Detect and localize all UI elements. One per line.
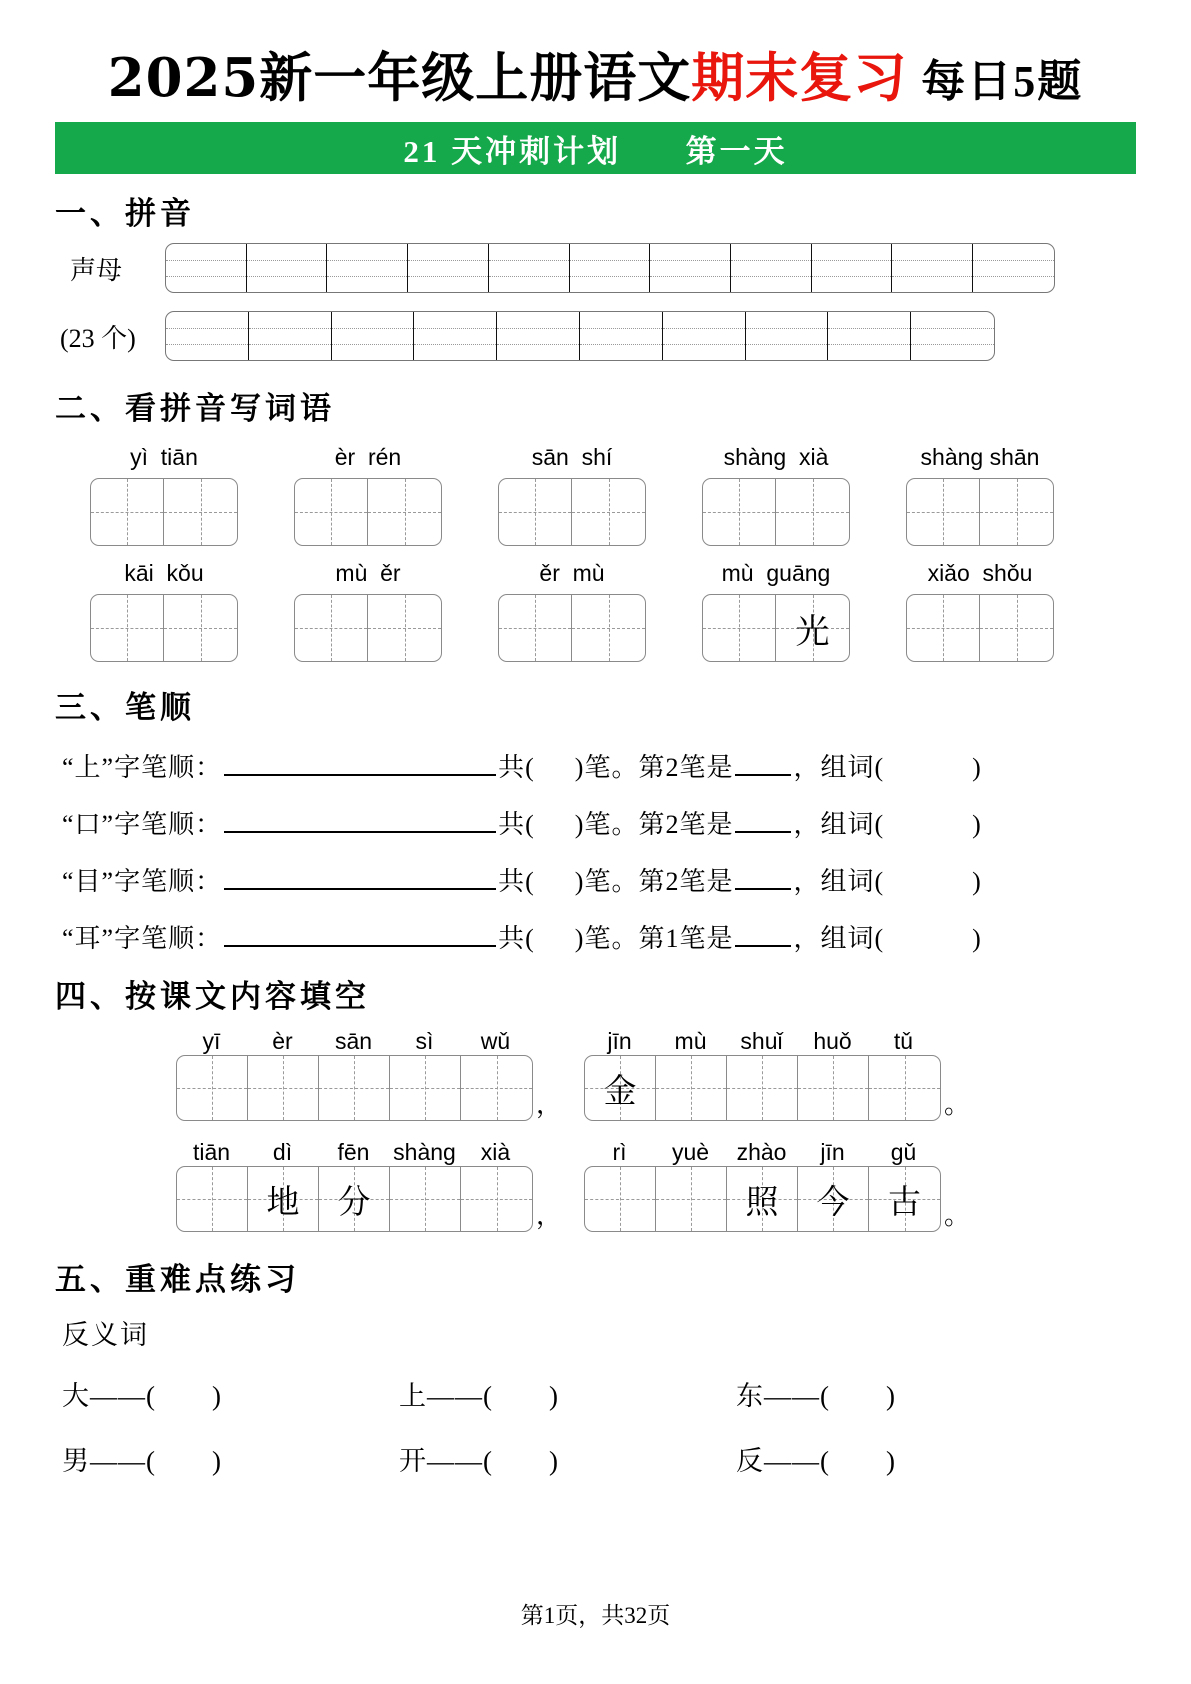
pinyin-cell[interactable] (249, 312, 332, 360)
stroke-order-char: “耳” (62, 924, 115, 953)
antonym-row-2 (0, 1439, 1191, 1478)
pinyin-cell[interactable] (580, 312, 663, 360)
character-cell[interactable] (585, 1056, 656, 1120)
character-cell[interactable] (572, 479, 645, 545)
pinyin-cell[interactable] (166, 312, 249, 360)
pinyin-cell[interactable] (166, 244, 247, 292)
character-cell[interactable] (703, 595, 776, 661)
antonym-close-paren: ) (886, 1381, 896, 1411)
word-box-wrap (878, 478, 1082, 546)
pinyin-label-shengmu: 声母 (70, 255, 123, 285)
antonym-item (62, 1374, 399, 1413)
stroke-order-char: “上” (62, 753, 115, 782)
character-cell-text: 地 (266, 1184, 300, 1221)
character-cell[interactable] (295, 595, 368, 661)
word-item (878, 560, 1082, 662)
character-cell[interactable] (980, 595, 1053, 661)
antonym-close-paren: ) (549, 1446, 559, 1476)
sentence-pinyin-label: gǔ (890, 1139, 917, 1165)
word-form-close: ) (972, 867, 982, 896)
stroke-order-prefix: 字笔顺： (114, 924, 223, 953)
antonym-item (736, 1439, 1073, 1478)
section-heading-write-words: 二、看拼音写词语 (55, 391, 335, 426)
section-heading-pinyin: 一、拼音 (55, 196, 195, 231)
word-pinyin-label: èr rén (334, 444, 402, 470)
word-box-wrap (266, 594, 470, 662)
character-cell[interactable] (776, 479, 849, 545)
sentence-grid-wrap (176, 1055, 562, 1121)
sentence-punctuation: ， (536, 1201, 563, 1230)
antonym-prompt: 东——( (736, 1381, 830, 1411)
title-part-red: 期末复习 (691, 47, 908, 109)
word-item (266, 560, 470, 662)
stroke-order-char: “目” (62, 867, 115, 896)
section-heading-fill-text: 四、按课文内容填空 (55, 979, 370, 1014)
character-grid[interactable] (906, 478, 1054, 546)
character-cell[interactable] (869, 1056, 940, 1120)
section-heading-key-practice: 五、重难点练习 (55, 1262, 300, 1297)
sentence-row (0, 1139, 1191, 1232)
word-item (470, 560, 674, 662)
subheading-antonyms: 反义词 (62, 1320, 149, 1350)
character-grid[interactable] (906, 594, 1054, 662)
character-cell[interactable] (248, 1056, 319, 1120)
word-item (62, 444, 266, 546)
stroke-is-text: 笔是 (679, 924, 734, 953)
character-cell[interactable] (907, 479, 980, 545)
stroke-is-text: 笔是 (679, 810, 734, 839)
stroke-order-blank[interactable] (224, 868, 496, 890)
stroke-order-blank[interactable] (224, 925, 496, 947)
pinyin-cell[interactable] (247, 244, 328, 292)
word-box-wrap (62, 594, 266, 662)
stroke-count-open: 共( (498, 867, 535, 896)
sentence-pinyin-label: fēn (337, 1139, 370, 1165)
title-part-black: 2025新一年级上册语文 (107, 47, 692, 109)
sentence-pinyin-row (176, 1139, 562, 1166)
word-item (674, 444, 878, 546)
sentence-pinyin-row (584, 1139, 970, 1166)
pinyin-cell[interactable] (911, 312, 994, 360)
word-box-wrap (470, 478, 674, 546)
character-grid[interactable] (702, 594, 850, 662)
stroke-count-open: 共( (498, 753, 535, 782)
character-cell[interactable] (798, 1167, 869, 1231)
pinyin-cell[interactable] (746, 312, 829, 360)
word-box-wrap (878, 594, 1082, 662)
pinyin-cell[interactable] (327, 244, 408, 292)
stroke-order-prefix: 字笔顺： (114, 753, 223, 782)
character-cell[interactable] (656, 1056, 727, 1120)
antonym-prompt: 男——( (62, 1446, 156, 1476)
pinyin-label-count: (23 个) (60, 323, 136, 353)
antonym-row-1 (0, 1374, 1191, 1413)
stroke-close-text: )笔。第 (574, 867, 666, 896)
page-footer: 第1页，共32页 (520, 1603, 671, 1628)
sentence-block (176, 1139, 562, 1232)
sentence-pinyin-label: rì (612, 1139, 627, 1165)
pinyin-cell[interactable] (812, 244, 893, 292)
stroke-nth-number: 1 (665, 924, 680, 953)
sentence-pinyin-label: sān (334, 1028, 373, 1054)
character-cell-text: 金 (603, 1073, 637, 1110)
character-grid[interactable] (498, 594, 646, 662)
pinyin-cell[interactable] (650, 244, 731, 292)
word-grid-row-2 (0, 560, 1191, 662)
character-cell[interactable] (656, 1167, 727, 1231)
pinyin-row-count (0, 311, 1191, 361)
character-cell[interactable] (585, 1167, 656, 1231)
word-form-open: ，组词( (793, 867, 885, 896)
sentence-grid-wrap (584, 1055, 970, 1121)
pinyin-fourline-grid-row2[interactable] (165, 311, 995, 361)
character-grid[interactable] (498, 478, 646, 546)
antonym-prompt: 上——( (399, 1381, 493, 1411)
stroke-is-text: 笔是 (679, 753, 734, 782)
character-cell[interactable] (461, 1167, 532, 1231)
character-cell[interactable] (319, 1056, 390, 1120)
pinyin-cell[interactable] (731, 244, 812, 292)
character-cell-text: 照 (745, 1184, 779, 1221)
stroke-order-prefix: 字笔顺： (114, 867, 223, 896)
sentence-pinyin-label: shàng (393, 1139, 456, 1165)
stroke-nth-blank[interactable] (735, 931, 791, 947)
stroke-nth-blank[interactable] (735, 760, 791, 776)
stroke-order-list (0, 747, 1191, 955)
stroke-count-open: 共( (498, 810, 535, 839)
stroke-count-open: 共( (498, 924, 535, 953)
stroke-is-text: 笔是 (679, 867, 734, 896)
character-cell[interactable] (91, 479, 164, 545)
sentence-pinyin-label: wǔ (480, 1028, 511, 1054)
character-cell[interactable] (703, 479, 776, 545)
word-pinyin-label: yì tiān (130, 444, 198, 470)
pinyin-cell[interactable] (408, 244, 489, 292)
sentence-pinyin-label: yuè (671, 1139, 710, 1165)
character-grid[interactable] (90, 478, 238, 546)
word-item (266, 444, 470, 546)
pinyin-cell[interactable] (489, 244, 570, 292)
sentence-block (176, 1028, 562, 1121)
pinyin-cell[interactable] (663, 312, 746, 360)
sentence-block (584, 1139, 970, 1232)
character-cell-text: 光 (795, 613, 830, 651)
stroke-order-line (0, 918, 1191, 955)
pinyin-cell[interactable] (973, 244, 1054, 292)
word-box-wrap (470, 594, 674, 662)
stroke-order-line (0, 747, 1191, 784)
sentence-grid-wrap (584, 1166, 970, 1232)
sentence-block (584, 1028, 970, 1121)
word-item (62, 560, 266, 662)
character-cell[interactable] (164, 479, 237, 545)
word-box-wrap (266, 478, 470, 546)
plan-banner (55, 122, 1136, 174)
sentence-pinyin-label: jīn (820, 1139, 845, 1165)
character-cell[interactable] (295, 479, 368, 545)
antonym-item (399, 1439, 736, 1478)
sentence-pinyin-label: tǔ (893, 1028, 914, 1054)
pinyin-cell[interactable] (892, 244, 973, 292)
word-item (470, 444, 674, 546)
word-form-open: ，组词( (793, 924, 885, 953)
character-cell[interactable] (390, 1056, 461, 1120)
stroke-close-text: )笔。第 (574, 924, 666, 953)
character-cell[interactable] (776, 595, 849, 661)
character-cell[interactable] (368, 595, 441, 661)
sentence-grid-list (0, 1028, 1191, 1232)
sentence-pinyin-label: yī (202, 1028, 221, 1054)
antonym-prompt: 大——( (62, 1381, 156, 1411)
sentence-row (0, 1028, 1191, 1121)
antonym-item (736, 1374, 1073, 1413)
character-cell-text: 今 (816, 1184, 850, 1221)
title-part-tail: 每日5题 (921, 57, 1084, 106)
stroke-order-line (0, 861, 1191, 898)
sentence-pinyin-label: mù (674, 1028, 707, 1054)
character-grid[interactable] (702, 478, 850, 546)
sentence-punctuation: 。 (944, 1201, 971, 1230)
pinyin-cell[interactable] (828, 312, 911, 360)
character-cell-text: 古 (888, 1184, 922, 1221)
antonym-close-paren: ) (212, 1381, 222, 1411)
character-cell[interactable] (177, 1056, 248, 1120)
word-form-close: ) (972, 753, 982, 782)
stroke-close-text: )笔。第 (574, 753, 666, 782)
sentence-pinyin-label: huǒ (813, 1028, 852, 1054)
sentence-pinyin-row (584, 1028, 970, 1055)
word-grid-row-1 (0, 444, 1191, 546)
sentence-character-grid[interactable] (584, 1166, 941, 1232)
antonym-close-paren: ) (212, 1446, 222, 1476)
word-item (674, 560, 878, 662)
word-pinyin-label: shàng shān (920, 444, 1040, 470)
sentence-pinyin-label: èr (272, 1028, 293, 1054)
character-cell[interactable] (727, 1167, 798, 1231)
sentence-pinyin-label: dì (272, 1139, 293, 1165)
word-pinyin-label: xiǎo shǒu (927, 560, 1033, 586)
word-box-wrap (62, 478, 266, 546)
sentence-character-grid[interactable] (584, 1055, 941, 1121)
stroke-order-prefix: 字笔顺： (114, 810, 223, 839)
page-title (0, 0, 1191, 109)
sentence-pinyin-label: shuǐ (740, 1028, 783, 1054)
word-form-open: ，组词( (793, 753, 885, 782)
character-cell[interactable] (368, 479, 441, 545)
character-grid[interactable] (90, 594, 238, 662)
sentence-punctuation: 。 (944, 1090, 971, 1119)
stroke-close-text: )笔。第 (574, 810, 666, 839)
stroke-nth-number: 2 (665, 867, 680, 896)
stroke-nth-number: 2 (665, 753, 680, 782)
antonym-item (62, 1439, 399, 1478)
character-cell[interactable] (798, 1056, 869, 1120)
character-grid[interactable] (294, 594, 442, 662)
character-cell[interactable] (499, 479, 572, 545)
sentence-pinyin-row (176, 1028, 562, 1055)
word-pinyin-label: ěr mù (539, 560, 605, 586)
character-cell[interactable] (907, 595, 980, 661)
character-cell[interactable] (461, 1056, 532, 1120)
antonym-prompt: 开——( (399, 1446, 493, 1476)
sentence-pinyin-label: jīn (607, 1028, 632, 1054)
stroke-order-line (0, 804, 1191, 841)
character-cell[interactable] (572, 595, 645, 661)
sentence-character-grid[interactable] (176, 1055, 533, 1121)
stroke-nth-blank[interactable] (735, 874, 791, 890)
antonym-item (399, 1374, 736, 1413)
sentence-punctuation: ， (536, 1090, 563, 1119)
stroke-nth-number: 2 (665, 810, 680, 839)
sentence-pinyin-label: zhào (736, 1139, 787, 1165)
antonym-close-paren: ) (886, 1446, 896, 1476)
pinyin-fourline-grid-row1[interactable] (165, 243, 1055, 293)
sentence-pinyin-label: xià (480, 1139, 511, 1165)
plan-banner-text: 21 天冲刺计划 第一天 (403, 133, 788, 169)
word-pinyin-label: mù ěr (335, 560, 401, 586)
character-cell[interactable] (980, 479, 1053, 545)
word-box-wrap (674, 478, 878, 546)
character-cell[interactable] (91, 595, 164, 661)
pinyin-cell[interactable] (570, 244, 651, 292)
stroke-order-char: “口” (62, 810, 115, 839)
character-cell-text: 分 (337, 1184, 371, 1221)
sentence-grid-wrap (176, 1166, 562, 1232)
character-grid[interactable] (294, 478, 442, 546)
word-pinyin-label: kāi kǒu (124, 560, 204, 586)
pinyin-cell[interactable] (414, 312, 497, 360)
word-item (878, 444, 1082, 546)
word-form-close: ) (972, 810, 982, 839)
character-cell[interactable] (164, 595, 237, 661)
character-cell[interactable] (319, 1167, 390, 1231)
word-form-open: ，组词( (793, 810, 885, 839)
pinyin-cell[interactable] (497, 312, 580, 360)
sentence-pinyin-label: tiān (192, 1139, 231, 1165)
word-box-wrap (674, 594, 878, 662)
antonym-prompt: 反——( (736, 1446, 830, 1476)
character-cell[interactable] (390, 1167, 461, 1231)
character-cell[interactable] (248, 1167, 319, 1231)
pinyin-row-shengmu (0, 243, 1191, 293)
pinyin-cell[interactable] (332, 312, 415, 360)
word-pinyin-label: shàng xià (723, 444, 829, 470)
stroke-order-blank[interactable] (224, 754, 496, 776)
character-cell[interactable] (499, 595, 572, 661)
sentence-pinyin-label: sì (415, 1028, 434, 1054)
stroke-nth-blank[interactable] (735, 817, 791, 833)
character-cell[interactable] (177, 1167, 248, 1231)
stroke-order-blank[interactable] (224, 811, 496, 833)
word-form-close: ) (972, 924, 982, 953)
section-heading-stroke-order: 三、笔顺 (55, 690, 195, 725)
character-cell[interactable] (869, 1167, 940, 1231)
word-pinyin-label: mù guāng (721, 560, 831, 586)
character-cell[interactable] (727, 1056, 798, 1120)
word-pinyin-label: sān shí (531, 444, 613, 470)
sentence-character-grid[interactable] (176, 1166, 533, 1232)
antonym-close-paren: ) (549, 1381, 559, 1411)
